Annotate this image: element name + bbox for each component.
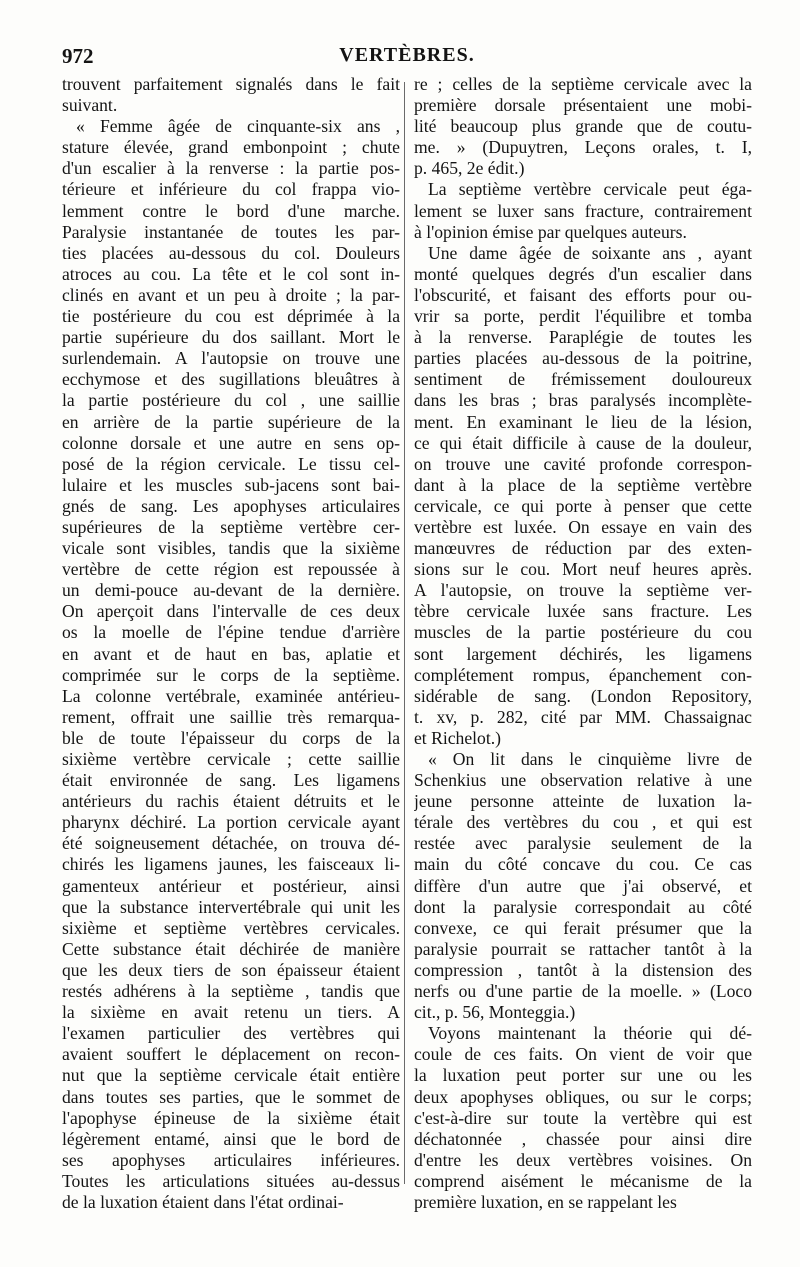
text-line: en arrière de la partie supérieure de la bbox=[62, 411, 400, 432]
text-line: comprend aisément le mécanisme de la bbox=[414, 1170, 752, 1191]
text-line: la luxation peut porter sur une ou les bbox=[414, 1065, 752, 1086]
text-line: térale des vertèbres du cou , et qui est bbox=[414, 812, 752, 833]
text-line: térieure et inférieure du col frappa vio- bbox=[62, 179, 400, 200]
text-line: Une dame âgée de soixante ans , ayant bbox=[428, 242, 752, 263]
text-line: On aperçoit dans l'intervalle de ces deux bbox=[62, 601, 400, 622]
text-line: ecchymose et des sugillations bleuâtres à bbox=[62, 369, 400, 390]
text-line: vrir sa porte, perdit l'équilibre et tomba bbox=[414, 306, 752, 327]
text-line: monté quelques degrés d'un escalier dans bbox=[414, 263, 752, 284]
text-line: lemment contre le bord d'une marche. bbox=[62, 200, 400, 221]
text-line: supérieures de la septième vertèbre cer- bbox=[62, 516, 400, 537]
text-line: sont largement déchirés, les ligamens bbox=[414, 643, 752, 664]
text-line: os la moelle de l'épine tendue d'arrière bbox=[62, 622, 400, 643]
text-line: vicale sont visibles, tandis que la sixième bbox=[62, 538, 400, 559]
text-line: re ; celles de la septième cervicale avec la bbox=[414, 74, 752, 94]
text-line: p. 465, 2e édit.) bbox=[414, 158, 525, 179]
text-line: déchatonnée , chassée pour ainsi dire bbox=[414, 1128, 752, 1149]
text-line: nut que la septième cervicale était entière bbox=[62, 1065, 400, 1086]
text-line: paralysie pourrait se rattacher tantôt à la bbox=[414, 938, 752, 959]
text-line: ce qui était difficile à cause de la douleur, bbox=[414, 432, 752, 453]
text-line: dans toutes ses parties, que le sommet de bbox=[62, 1086, 400, 1107]
running-title: VERTÈBRES. bbox=[339, 44, 475, 66]
text-line: coule de ces faits. On vient de voir que bbox=[414, 1044, 752, 1065]
page-number: 972 bbox=[62, 44, 94, 68]
text-line: Cette substance était déchirée de manière bbox=[62, 938, 400, 959]
text-line: cervicale, ce qui porte à penser que cette bbox=[414, 495, 752, 516]
text-line: Paralysie instantanée de toutes les par- bbox=[62, 221, 400, 242]
text-line: sidérable de sang. (London Repository, bbox=[414, 685, 752, 706]
text-line: dant à la place de la septième vertèbre bbox=[414, 474, 752, 495]
right-column bbox=[414, 74, 752, 1213]
text-line: La colonne vertébrale, examinée antérieu- bbox=[62, 685, 400, 706]
text-line: gnés de sang. Les apophyses articulaires bbox=[62, 495, 400, 516]
text-line: d'entre les deux vertèbres voisines. On bbox=[414, 1149, 752, 1170]
left-column bbox=[62, 74, 400, 1213]
text-line: à la renverse. Paraplégie de toutes les bbox=[414, 327, 752, 348]
text-line: ses apophyses articulaires inférieures. bbox=[62, 1149, 400, 1170]
text-line: pharynx déchiré. La portion cervicale ayant bbox=[62, 812, 400, 833]
text-line: ble de toute l'épaisseur du corps de la bbox=[62, 727, 400, 748]
text-line: l'obscurité, et faisant des efforts pour ou- bbox=[414, 284, 752, 305]
text-line: sentiment de frémissement douloureux bbox=[414, 369, 752, 390]
text-line: l'apophyse épineuse de la sixième était bbox=[62, 1107, 400, 1128]
text-line: l'examen particulier des vertèbres qui bbox=[62, 1023, 400, 1044]
text-line: parties placées au-dessous de la poitrine, bbox=[414, 348, 752, 369]
text-line: lement se luxer sans fracture, contrairement bbox=[414, 200, 752, 221]
text-line: on trouve une cavité profonde correspon- bbox=[414, 453, 752, 474]
text-line: suivant. bbox=[62, 95, 118, 116]
text-line: partie supérieure du dos saillant. Mort le bbox=[62, 327, 400, 348]
text-line: convexe, ce qui ferait présumer que la bbox=[414, 917, 752, 938]
text-line: main du côté concave du cou. Ce cas bbox=[414, 854, 752, 875]
text-line: muscles de la partie postérieure du cou bbox=[414, 622, 752, 643]
text-line: première dorsale présentaient une mobi- bbox=[414, 95, 752, 116]
text-line: Toutes les articulations situées au-dessus bbox=[62, 1170, 400, 1191]
text-line: ment. En examinant le lieu de la lésion, bbox=[414, 411, 752, 432]
text-line: comprimée sur le corps de la septième. bbox=[62, 664, 400, 685]
text-line: La septième vertèbre cervicale peut éga- bbox=[428, 179, 752, 200]
text-line: t. xv, p. 282, cité par MM. Chassaignac bbox=[414, 706, 752, 727]
text-line: antérieurs du rachis étaient détruits et le bbox=[62, 791, 400, 812]
text-line: la partie postérieure du col , une saillie bbox=[62, 390, 400, 411]
text-line: me. » (Dupuytren, Leçons orales, t. I, bbox=[414, 137, 752, 158]
text-line: surlendemain. A l'autopsie on trouve une bbox=[62, 348, 400, 369]
text-line: jeune personne atteinte de luxation la- bbox=[414, 791, 752, 812]
text-line: colonne dorsale et une autre en sens op- bbox=[62, 432, 400, 453]
text-line: tèbre cervicale luxée sans fracture. Les bbox=[414, 601, 752, 622]
text-line: ties placées au-dessous du col. Douleurs bbox=[62, 242, 400, 263]
text-line: tie postérieure du cou est déprimée à la bbox=[62, 306, 400, 327]
text-line: en avant et de haut en bas, aplatie et bbox=[62, 643, 400, 664]
text-line: dont la paralysie correspondait au côté bbox=[414, 896, 752, 917]
text-line: clinés en avant et un peu à droite ; la par- bbox=[62, 284, 400, 305]
text-line: avaient souffert le déplacement on recon- bbox=[62, 1044, 400, 1065]
text-line: restée avec paralysie seulement de la bbox=[414, 833, 752, 854]
text-line: lité beaucoup plus grande que de coutu- bbox=[414, 116, 752, 137]
text-line: stature élevée, grand embonpoint ; chute bbox=[62, 137, 400, 158]
text-line: que les deux tiers de son épaisseur étaient bbox=[62, 959, 400, 980]
text-line: manœuvres de réduction par des exten- bbox=[414, 538, 752, 559]
text-line: chirés les ligamens jaunes, les faisceaux li- bbox=[62, 854, 400, 875]
text-line: vertèbre de cette région est repoussée à bbox=[62, 559, 400, 580]
text-line: A l'autopsie, on trouve la septième ver- bbox=[414, 580, 752, 601]
text-line: dans les bras ; bras paralysés incomplète- bbox=[414, 390, 752, 411]
text-line: posé de la région cervicale. Le tissu cel- bbox=[62, 453, 400, 474]
text-line: compression , tantôt à la distension des bbox=[414, 959, 752, 980]
text-line: été soigneusement détachée, on trouva dé- bbox=[62, 833, 400, 854]
text-line: que la substance intervertébrale qui unit les bbox=[62, 896, 400, 917]
text-line: « Femme âgée de cinquante-six ans , bbox=[76, 116, 400, 137]
text-line: complétement rompus, épanchement con- bbox=[414, 664, 752, 685]
text-line: Voyons maintenant la théorie qui dé- bbox=[428, 1023, 752, 1044]
text-line: de la luxation étaient dans l'état ordinai- bbox=[62, 1191, 344, 1212]
column-divider bbox=[404, 82, 405, 1184]
text-line: d'un escalier à la renverse : la partie pos- bbox=[62, 158, 400, 179]
text-line: diffère d'un autre que j'ai observé, et bbox=[414, 875, 752, 896]
text-line: lulaire et les muscles sub-jacens sont bai- bbox=[62, 474, 400, 495]
text-line: trouvent parfaitement signalés dans le fait bbox=[62, 74, 400, 94]
text-line: nerfs ou d'une partie de la moelle. » (Loco bbox=[414, 981, 752, 1002]
text-line: restés adhérens à la septième , tandis que bbox=[62, 981, 400, 1002]
text-line: gamenteux antérieur et postérieur, ainsi bbox=[62, 875, 400, 896]
text-line: Schenkius une observation relative à une bbox=[414, 770, 752, 791]
page-header bbox=[62, 44, 752, 74]
text-line: rement, offrait une saillie très remarqua- bbox=[62, 706, 400, 727]
text-line: première luxation, en se rappelant les bbox=[414, 1191, 677, 1212]
text-line: c'est-à-dire sur toute la vertèbre qui est bbox=[414, 1107, 752, 1128]
text-line: un demi-pouce au-devant de la dernière. bbox=[62, 580, 400, 601]
text-line: sixième et septième vertèbres cervicales. bbox=[62, 917, 400, 938]
text-line: cit., p. 56, Monteggia.) bbox=[414, 1002, 576, 1023]
text-line: vertèbre est luxée. On essaye en vain des bbox=[414, 516, 752, 537]
text-line: atroces au cou. La tête et le col sont in- bbox=[62, 263, 400, 284]
text-line: et Richelot.) bbox=[414, 727, 501, 748]
text-line: la sixième en avait retenu un tiers. A bbox=[62, 1002, 400, 1023]
text-line: légèrement entamé, ainsi que le bord de bbox=[62, 1128, 400, 1149]
text-line: était environnée de sang. Les ligamens bbox=[62, 770, 400, 791]
text-line: « On lit dans le cinquième livre de bbox=[428, 749, 752, 769]
text-line: deux apophyses obliques, ou sur le corps; bbox=[414, 1086, 752, 1107]
text-line: sixième vertèbre cervicale ; cette saillie bbox=[62, 749, 400, 769]
text-line: sions sur le cou. Mort neuf heures après. bbox=[414, 559, 752, 580]
text-line: à l'opinion émise par quelques auteurs. bbox=[414, 221, 687, 242]
